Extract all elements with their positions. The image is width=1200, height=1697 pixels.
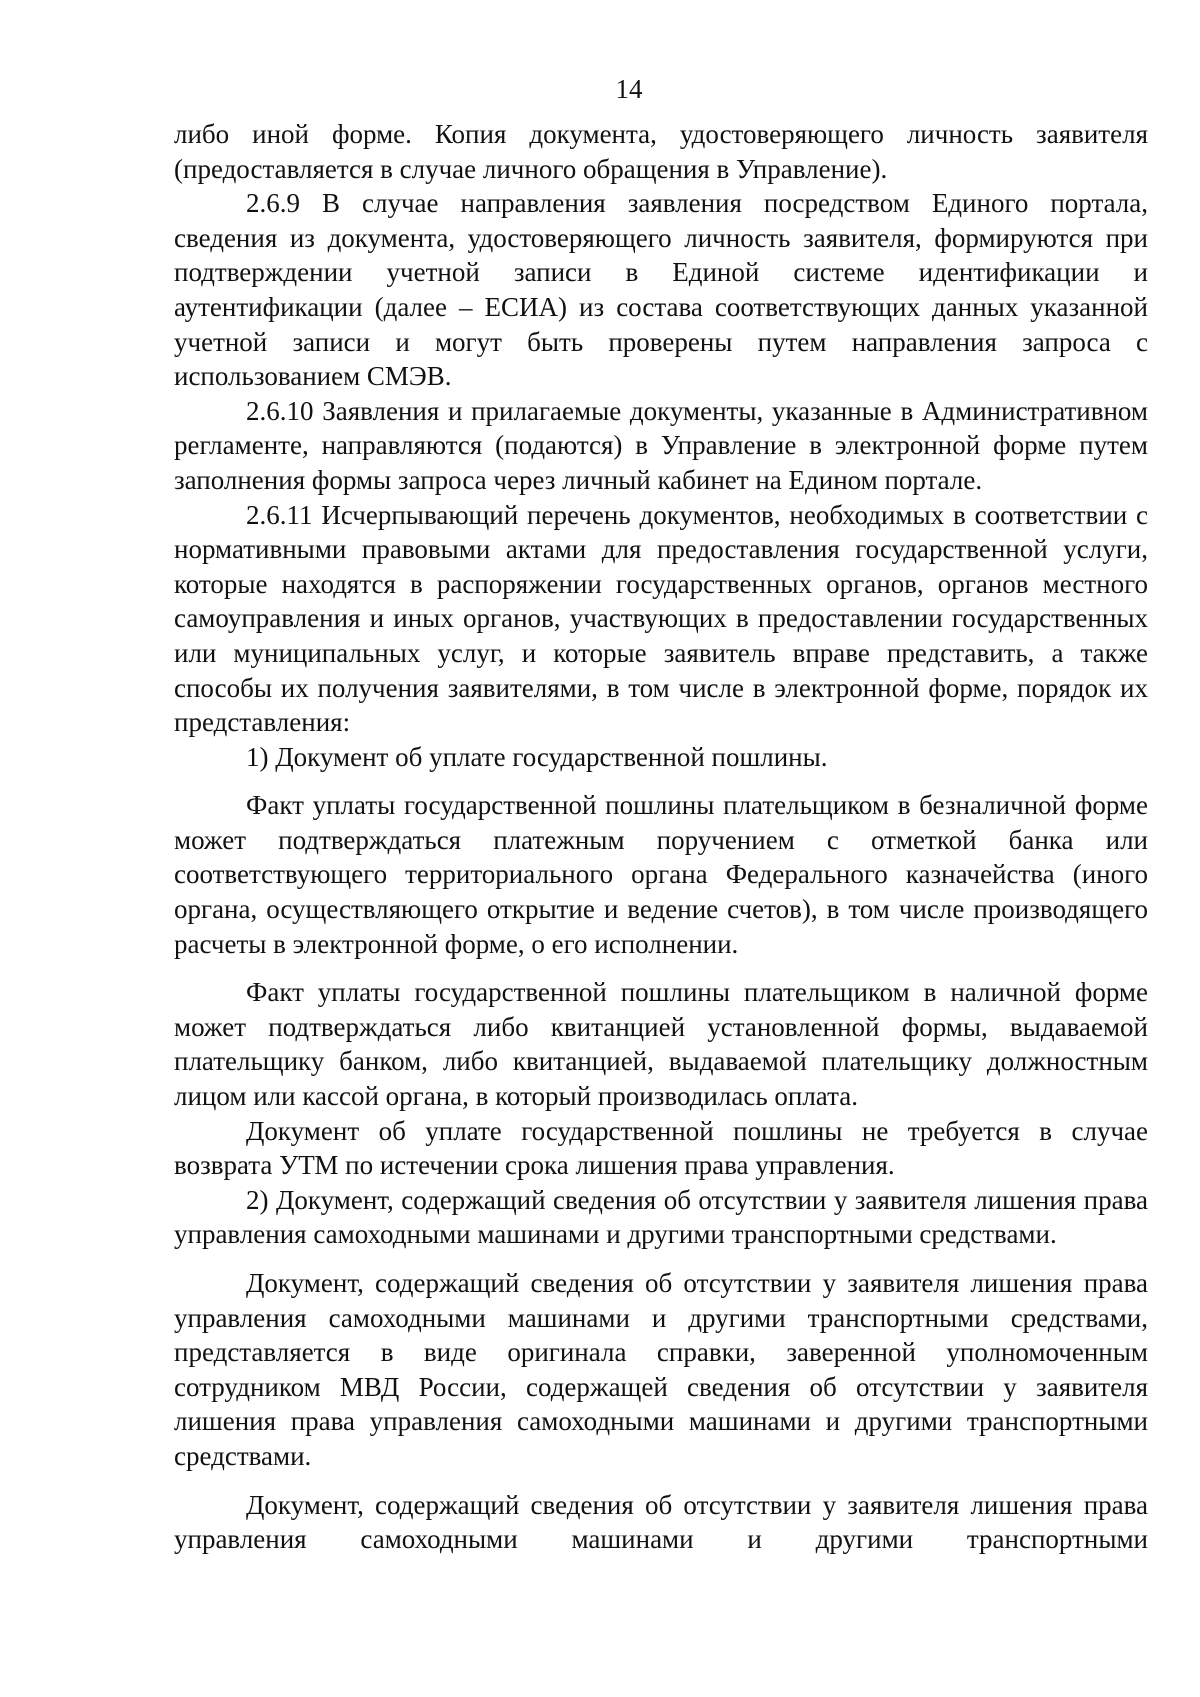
paragraph-continuation: либо иной форме. Копия документа, удостоверяющего личность заявителя (предоставляется в случае личного обращения в Управление). xyxy=(174,119,1148,184)
paragraph-certificate: Документ, содержащий сведения об отсутствии у заявителя лишения права управления самоходными машинами и другими транспортными средствами, представляется в виде оригинала справки, заверенной уполномоченным сотрудником МВД России, содержащей сведения об отсутствии у заявителя лишения права управления самоходными машинами и другими транспортными средствами. xyxy=(174,1268,1148,1471)
page-number: 14 xyxy=(615,74,643,104)
paragraph-cash-payment: Факт уплаты государственной пошлины плательщиком в наличной форме может подтверждаться либо квитанцией установленной формы, выдаваемой плательщику банком, либо квитанцией, выдаваемой плательщику должностным лицом или кассой органа, в который производилась оплата. xyxy=(174,977,1148,1112)
list-item-2: 2) Документ, содержащий сведения об отсутствии у заявителя лишения права управления самоходными машинами и другими транспортными средствами. xyxy=(174,1184,1148,1250)
list-item-1: 1) Документ об уплате государственной пошлины. xyxy=(246,741,828,772)
paragraph-2-6-10: 2.6.10 Заявления и прилагаемые документы, указанные в Административном регламенте, направляются (подаются) в Управление в электронной форме путем заполнения формы запроса через личный кабинет на Едином портале. xyxy=(174,395,1148,495)
paragraph-2-6-9: 2.6.9 В случае направления заявления посредством Единого портала, сведения из документа, удостоверяющего личность заявителя, формируются при подтверждении учетной записи в Единой системе идентификации и аутентификации (далее – ЕСИА) из состава соответствующих данных указанной учетной записи и могут быть проверены путем направления запроса с использованием СМЭВ. xyxy=(174,188,1148,392)
paragraph-cashless-payment: Факт уплаты государственной пошлины плательщиком в безналичной форме может подтверждаться платежным поручением с отметкой банка или соответствующего территориального органа Федерального казначейства (иного органа, осуществляющего открытие и ведение счетов), в том числе производящего расчеты в электронной форме, о его исполнении. xyxy=(174,790,1148,959)
paragraph-document-continued: Документ, содержащий сведения об отсутствии у заявителя лишения права управления самоходными машинами и другими транспортными xyxy=(174,1489,1148,1555)
paragraph-2-6-11: 2.6.11 Исчерпывающий перечень документов, необходимых в соответствии с нормативными правовыми актами для предоставления государственной услуги, которые находятся в распоряжении государственных органов, органов местного самоуправления и иных органов, участвующих в предоставлении государственных или муниципальных услуг, и которые заявитель вправе представить, а также способы их получения заявителями, в том числе в электронной форме, порядок их представления: xyxy=(174,499,1148,738)
document-body xyxy=(174,117,1148,1557)
paragraph-fee-not-required: Документ об уплате государственной пошлины не требуется в случае возврата УТМ по истечении срока лишения права управления. xyxy=(174,1115,1148,1181)
